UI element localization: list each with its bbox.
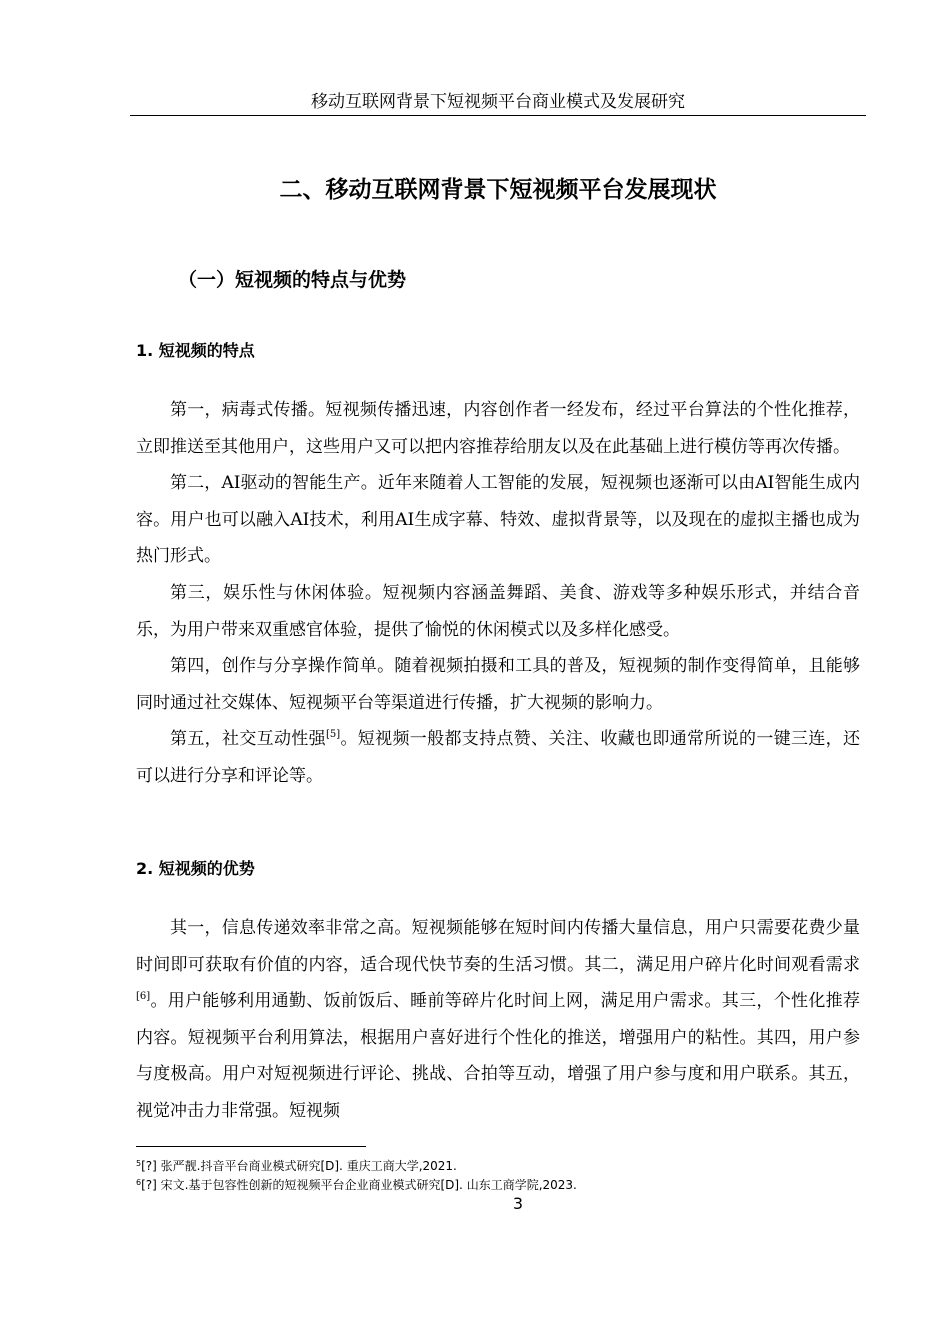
footnote xyxy=(136,1155,866,1175)
footnote xyxy=(136,1174,866,1194)
section-title: （一）短视频的特点与优势 xyxy=(178,269,407,291)
footnote-text: [?] 宋文.基于包容性创新的短视频平台企业商业模式研究[D]. 山东工商学院,2023. xyxy=(141,1178,577,1192)
footnote-rule xyxy=(136,1146,366,1147)
chapter-title: 二、移动互联网背景下短视频平台发展现状 xyxy=(279,177,717,203)
subsection-title-features: 1. 短视频的特点 xyxy=(136,341,255,360)
paragraph: 第四，创作与分享操作简单。随着视频拍摄和工具的普及，短视频的制作变得简单，且能够同时通过社交媒体、短视频平台等渠道进行传播，扩大视频的影响力。 xyxy=(136,656,860,713)
citation-ref[interactable]: [5] xyxy=(325,729,341,741)
footnote-text: [?] 张严靓.抖音平台商业模式研究[D]. 重庆工商大学,2021. xyxy=(141,1159,457,1173)
footnote-mark: 5 xyxy=(136,1159,142,1168)
advantages-body xyxy=(136,910,860,1130)
paragraph: 第二，AI驱动的智能生产。近年来随着人工智能的发展，短视频也逐渐可以由AI智能生成内容。用户也可以融入AI技术，利用AI生成字幕、特效、虚拟背景等，以及现在的虚拟主播也成为热门形式。 xyxy=(136,473,860,567)
paragraph-text: 。短视频一般都支持点赞、关注、收藏也即通常所说的一键三连，还可以进行分享和评论等。 xyxy=(136,729,861,786)
paragraph xyxy=(136,721,860,794)
page-number: 3 xyxy=(512,1194,524,1213)
paragraph xyxy=(136,910,860,1130)
header-rule xyxy=(130,115,866,116)
paragraph-text: 第五，社交互动性强 xyxy=(170,729,326,750)
running-header: 移动互联网背景下短视频平台商业模式及发展研究 xyxy=(311,92,685,112)
paragraph-text: 其一，信息传递效率非常之高。短视频能够在短时间内传播大量信息，用户只需要花费少量时间即可获取有价值的内容，适合现代快节奏的生活习惯。其二，满足用户碎片化时间观看需求 xyxy=(136,918,860,975)
citation-ref[interactable]: [6] xyxy=(136,991,151,1003)
paragraph: 第三，娱乐性与休闲体验。短视频内容涵盖舞蹈、美食、游戏等多种娱乐形式，并结合音乐，为用户带来双重感官体验，提供了愉悦的休闲模式以及多样化感受。 xyxy=(136,582,860,640)
paragraph-text: 。用户能够利用通勤、饭前饭后、睡前等碎片化时间上网，满足用户需求。其三，个性化推荐内容。短视频平台利用算法，根据用户喜好进行个性化的推送，增强用户的粘性。其四，用户参与度极高。用户对短视频进行评论、挑战、合拍等互动，增强了用户参与度和用户联系。其五，视觉冲击力非常强。短视频 xyxy=(136,991,860,1121)
footnote-mark: 6 xyxy=(136,1178,142,1187)
paragraph: 第一，病毒式传播。短视频传播迅速，内容创作者一经发布，经过平台算法的个性化推荐，立即推送至其他用户，这些用户又可以把内容推荐给朋友以及在此基础上进行模仿等再次传播。 xyxy=(136,400,860,457)
subsection-title-advantages: 2. 短视频的优势 xyxy=(136,859,255,878)
features-body xyxy=(136,392,860,795)
